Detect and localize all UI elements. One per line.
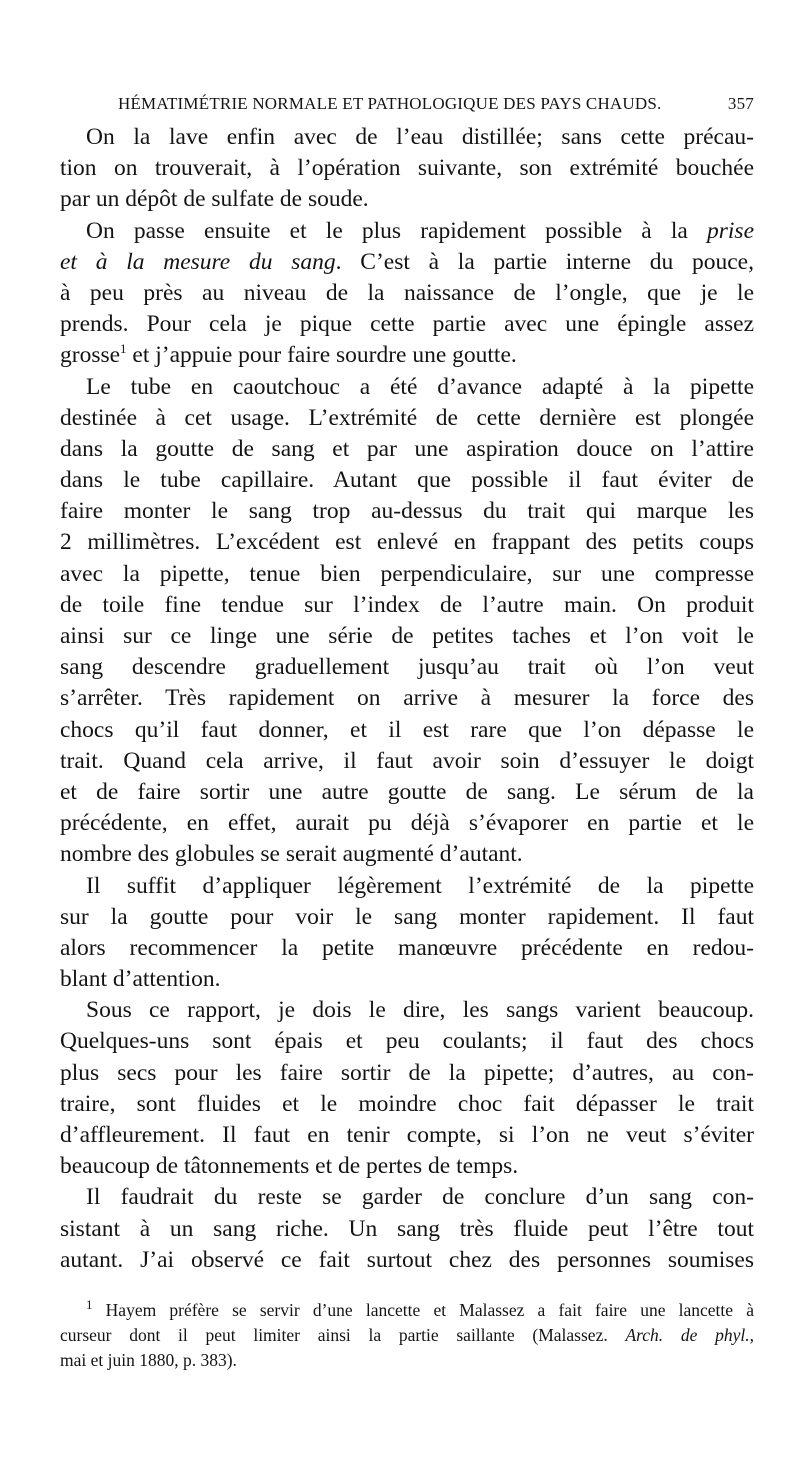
text-line: Quelques-uns sont épais et peu coulants; il faut des chocs [60, 1028, 754, 1055]
italic-run: prise [707, 217, 754, 244]
text-line: On passe ensuite et le plus rapidement possible à la prise [86, 217, 754, 244]
text-line: tion on trouverait, à l’opération suivante, son extrémité bouchée [60, 155, 754, 182]
text-line: précédente, en effet, aurait pu déjà s’évaporer en partie et le [60, 810, 754, 837]
text-line: On la lave enfin avec de l’eau distillée; sans cette précau- [86, 124, 754, 150]
footnote-line: $^1$ Hayem préfère se servir d’une lancette et Malassez a fait faire une lancette à [86, 1298, 754, 1320]
text-line: Sous ce rapport, je dois le dire, les sangs varient beaucoup. [86, 997, 754, 1024]
text-line: alors recommencer la petite manœuvre précédente en redou- [60, 934, 754, 961]
text-line: Le tube en caoutchouc a été d’avance adapté à la pipette [86, 373, 754, 400]
text-line: sur la goutte pour voir le sang monter rapidement. Il faut [60, 903, 754, 930]
text-line: Il suffit d’appliquer légèrement l’extrémité de la pipette [86, 872, 754, 899]
text-line: ainsi sur ce linge une série de petites taches et l’on voit le [60, 623, 754, 649]
text-line: destinée à cet usage. L’extrémité de cette dernière est plongée [60, 404, 754, 431]
text-line: trait. Quand cela arrive, il faut avoir soin d’essuyer le doigt [60, 747, 754, 774]
running-head-title: HÉMATIMÉTRIE NORMALE ET PATHOLOGIQUE DES PAYS CHAUDS. [118, 94, 662, 113]
body-text [60, 122, 754, 1276]
footnote [60, 1298, 754, 1373]
italic-run: Arch. de phyl. [625, 1325, 750, 1345]
footnote-line: curseur dont il peut limiter ainsi la partie saillante (Malassez. Arch. de phyl., [60, 1325, 754, 1345]
text-line: s’arrêter. Très rapidement on arrive à mesurer la force des [60, 685, 754, 712]
text-line: traire, sont fluides et le moindre choc fait dépasser le trait [60, 1090, 754, 1117]
text-line: d’affleurement. Il faut en tenir compte, si l’on ne veut s’éviter [60, 1122, 754, 1148]
text-line: prends. Pour cela je pique cette partie avec une épingle assez [60, 311, 754, 338]
text-line: faire monter le sang trop au-dessus du trait qui marque les [60, 498, 754, 525]
text-line: dans le tube capillaire. Autant que possible il faut éviter de [60, 467, 754, 494]
text-line: grosse$^1$ et j’appuie pour faire sourdre une goutte. [60, 341, 517, 369]
footnote-number: 1 [86, 1298, 93, 1313]
running-head [118, 94, 754, 116]
footnote-marker: 1 [120, 341, 127, 357]
page-number: 357 [727, 94, 754, 113]
text-line: chocs qu’il faut donner, et il est rare que l’on dépasse le [60, 716, 754, 743]
text-line: avec la pipette, tenue bien perpendiculaire, sur une compresse [60, 560, 754, 587]
italic-run: et à la mesure du sang [60, 248, 336, 275]
text-line: à peu près au niveau de la naissance de l’ongle, que je le [60, 279, 754, 306]
text-line: et de faire sortir une autre goutte de sang. Le sérum de la [60, 778, 754, 805]
text-line: blant d’attention. [60, 966, 221, 993]
text-line: beaucoup de tâtonnements et de pertes de temps. [60, 1153, 519, 1180]
text-line: nombre des globules se serait augmenté d’autant. [60, 841, 523, 868]
text-line: sang descendre graduellement jusqu’au trait où l’on veut [60, 654, 754, 681]
text-line: dans la goutte de sang et par une aspiration douce on l’attire [60, 435, 754, 462]
text-line: Il faudrait du reste se garder de conclure d’un sang con- [86, 1184, 754, 1211]
footnote-line: mai et juin 1880, p. 383). [60, 1350, 237, 1370]
text-line: de toile fine tendue sur l’index de l’autre main. On produit [60, 591, 754, 618]
text-line: par un dépôt de sulfate de soude. [60, 186, 369, 213]
text-line: et à la mesure du sang. C’est à la partie interne du pouce, [60, 248, 754, 275]
text-line: autant. J’ai observé ce fait surtout chez des personnes soumises [60, 1246, 754, 1273]
text-line: 2 millimètres. L’excédent est enlevé en frappant des petits coups [60, 529, 754, 556]
text-line: sistant à un sang riche. Un sang très fluide peut l’être tout [60, 1215, 754, 1242]
text-line: plus secs pour les faire sortir de la pipette; d’autres, au con- [60, 1059, 754, 1086]
